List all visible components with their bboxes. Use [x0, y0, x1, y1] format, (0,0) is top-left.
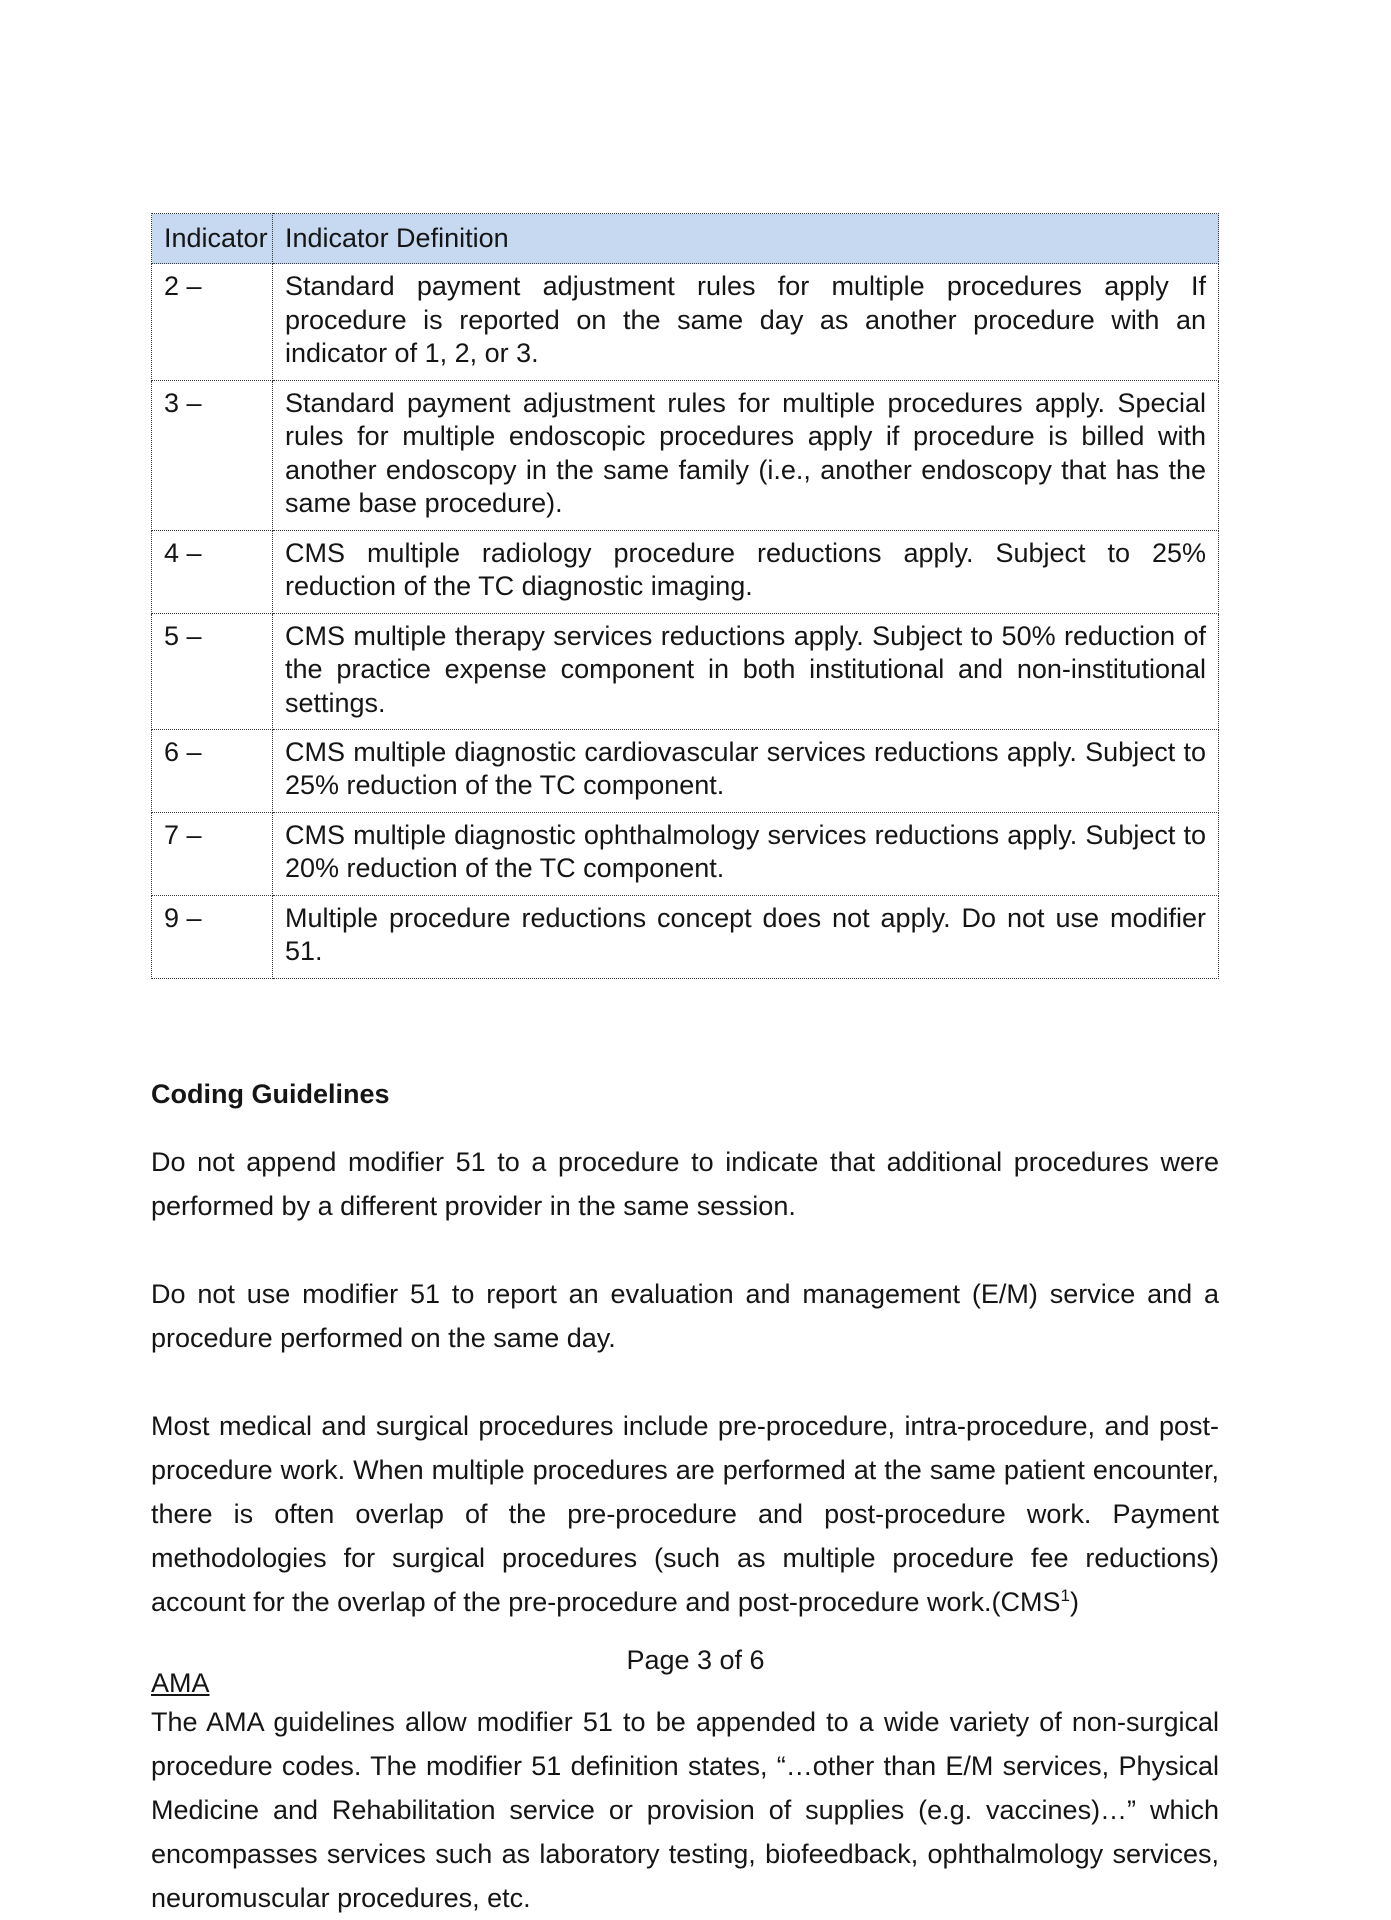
definition-cell: CMS multiple diagnostic cardiovascular services reductions apply. Subject to 25% reduction of the TC component.: [273, 730, 1219, 813]
indicator-cell: 7 –: [152, 812, 273, 895]
footnote-superscript: 1: [1060, 1585, 1070, 1605]
indicator-cell: 9 –: [152, 895, 273, 978]
table-row: [152, 380, 1219, 530]
guidelines-paragraph-2: Do not use modifier 51 to report an evaluation and management (E/M) service and a procedure performed on the same day.: [151, 1278, 1219, 1353]
indicator-cell: 5 –: [152, 613, 273, 729]
guidelines-paragraph-3: [151, 1404, 1219, 1624]
table-row: [152, 895, 1219, 978]
coding-guidelines-heading: Coding Guidelines: [151, 1078, 390, 1109]
indicator-table: [151, 213, 1219, 979]
table-row: [152, 530, 1219, 613]
table-row: [152, 613, 1219, 729]
definition-cell: CMS multiple radiology procedure reductions apply. Subject to 25% reduction of the TC diagnostic imaging.: [273, 530, 1219, 613]
guidelines-paragraph-3-text: Most medical and surgical procedures include pre-procedure, intra-procedure, and post-procedure work. When multiple procedures are performed at the same patient encounter, there is often overlap of the pre-procedure and post-procedure work. Payment methodologies for surgical procedures (such as multiple procedure fee reductions) account for the overlap of the pre-procedure and post-procedure work.(CMS: [151, 1410, 1219, 1617]
table-row: [152, 264, 1219, 380]
ama-paragraph: The AMA guidelines allow modifier 51 to be appended to a wide variety of non-surgical procedure codes. The modifier 51 definition states, “…other than E/M services, Physical Medicine and Rehabilitation service or provision of supplies (e.g. vaccines)…” which encompasses services such as laboratory testing, biofeedback, ophthalmology services, neuromuscular procedures, etc.: [151, 1706, 1219, 1913]
ama-heading: AMA: [151, 1667, 210, 1698]
definition-cell: CMS multiple therapy services reductions apply. Subject to 50% reduction of the practice expense component in both institutional and non-institutional settings.: [273, 613, 1219, 729]
definition-cell: Standard payment adjustment rules for multiple procedures apply. Special rules for multiple endoscopic procedures apply if procedure is billed with another endoscopy in the same family (i.e., another endoscopy that has the same base procedure).: [273, 380, 1219, 530]
indicator-cell: 4 –: [152, 530, 273, 613]
definition-cell: CMS multiple diagnostic ophthalmology services reductions apply. Subject to 20% reduction of the TC component.: [273, 812, 1219, 895]
table-row: [152, 730, 1219, 813]
header-cell-indicator: Indicator: [152, 214, 273, 264]
table-header-row: [152, 214, 1219, 264]
page-number-footer: Page 3 of 6: [626, 1645, 765, 1675]
definition-cell: Multiple procedure reductions concept does not apply. Do not use modifier 51.: [273, 895, 1219, 978]
indicator-cell: 6 –: [152, 730, 273, 813]
guidelines-paragraph-3-close: ): [1069, 1586, 1079, 1617]
definition-cell: Standard payment adjustment rules for multiple procedures apply If procedure is reported on the same day as another procedure with an indicator of 1, 2, or 3.: [273, 264, 1219, 380]
header-cell-indicator-definition: Indicator Definition: [273, 214, 1219, 264]
indicator-cell: 3 –: [152, 380, 273, 530]
table-row: [152, 812, 1219, 895]
guidelines-paragraph-1: Do not append modifier 51 to a procedure to indicate that additional procedures were performed by a different provider in the same session.: [151, 1146, 1219, 1221]
indicator-cell: 2 –: [152, 264, 273, 380]
